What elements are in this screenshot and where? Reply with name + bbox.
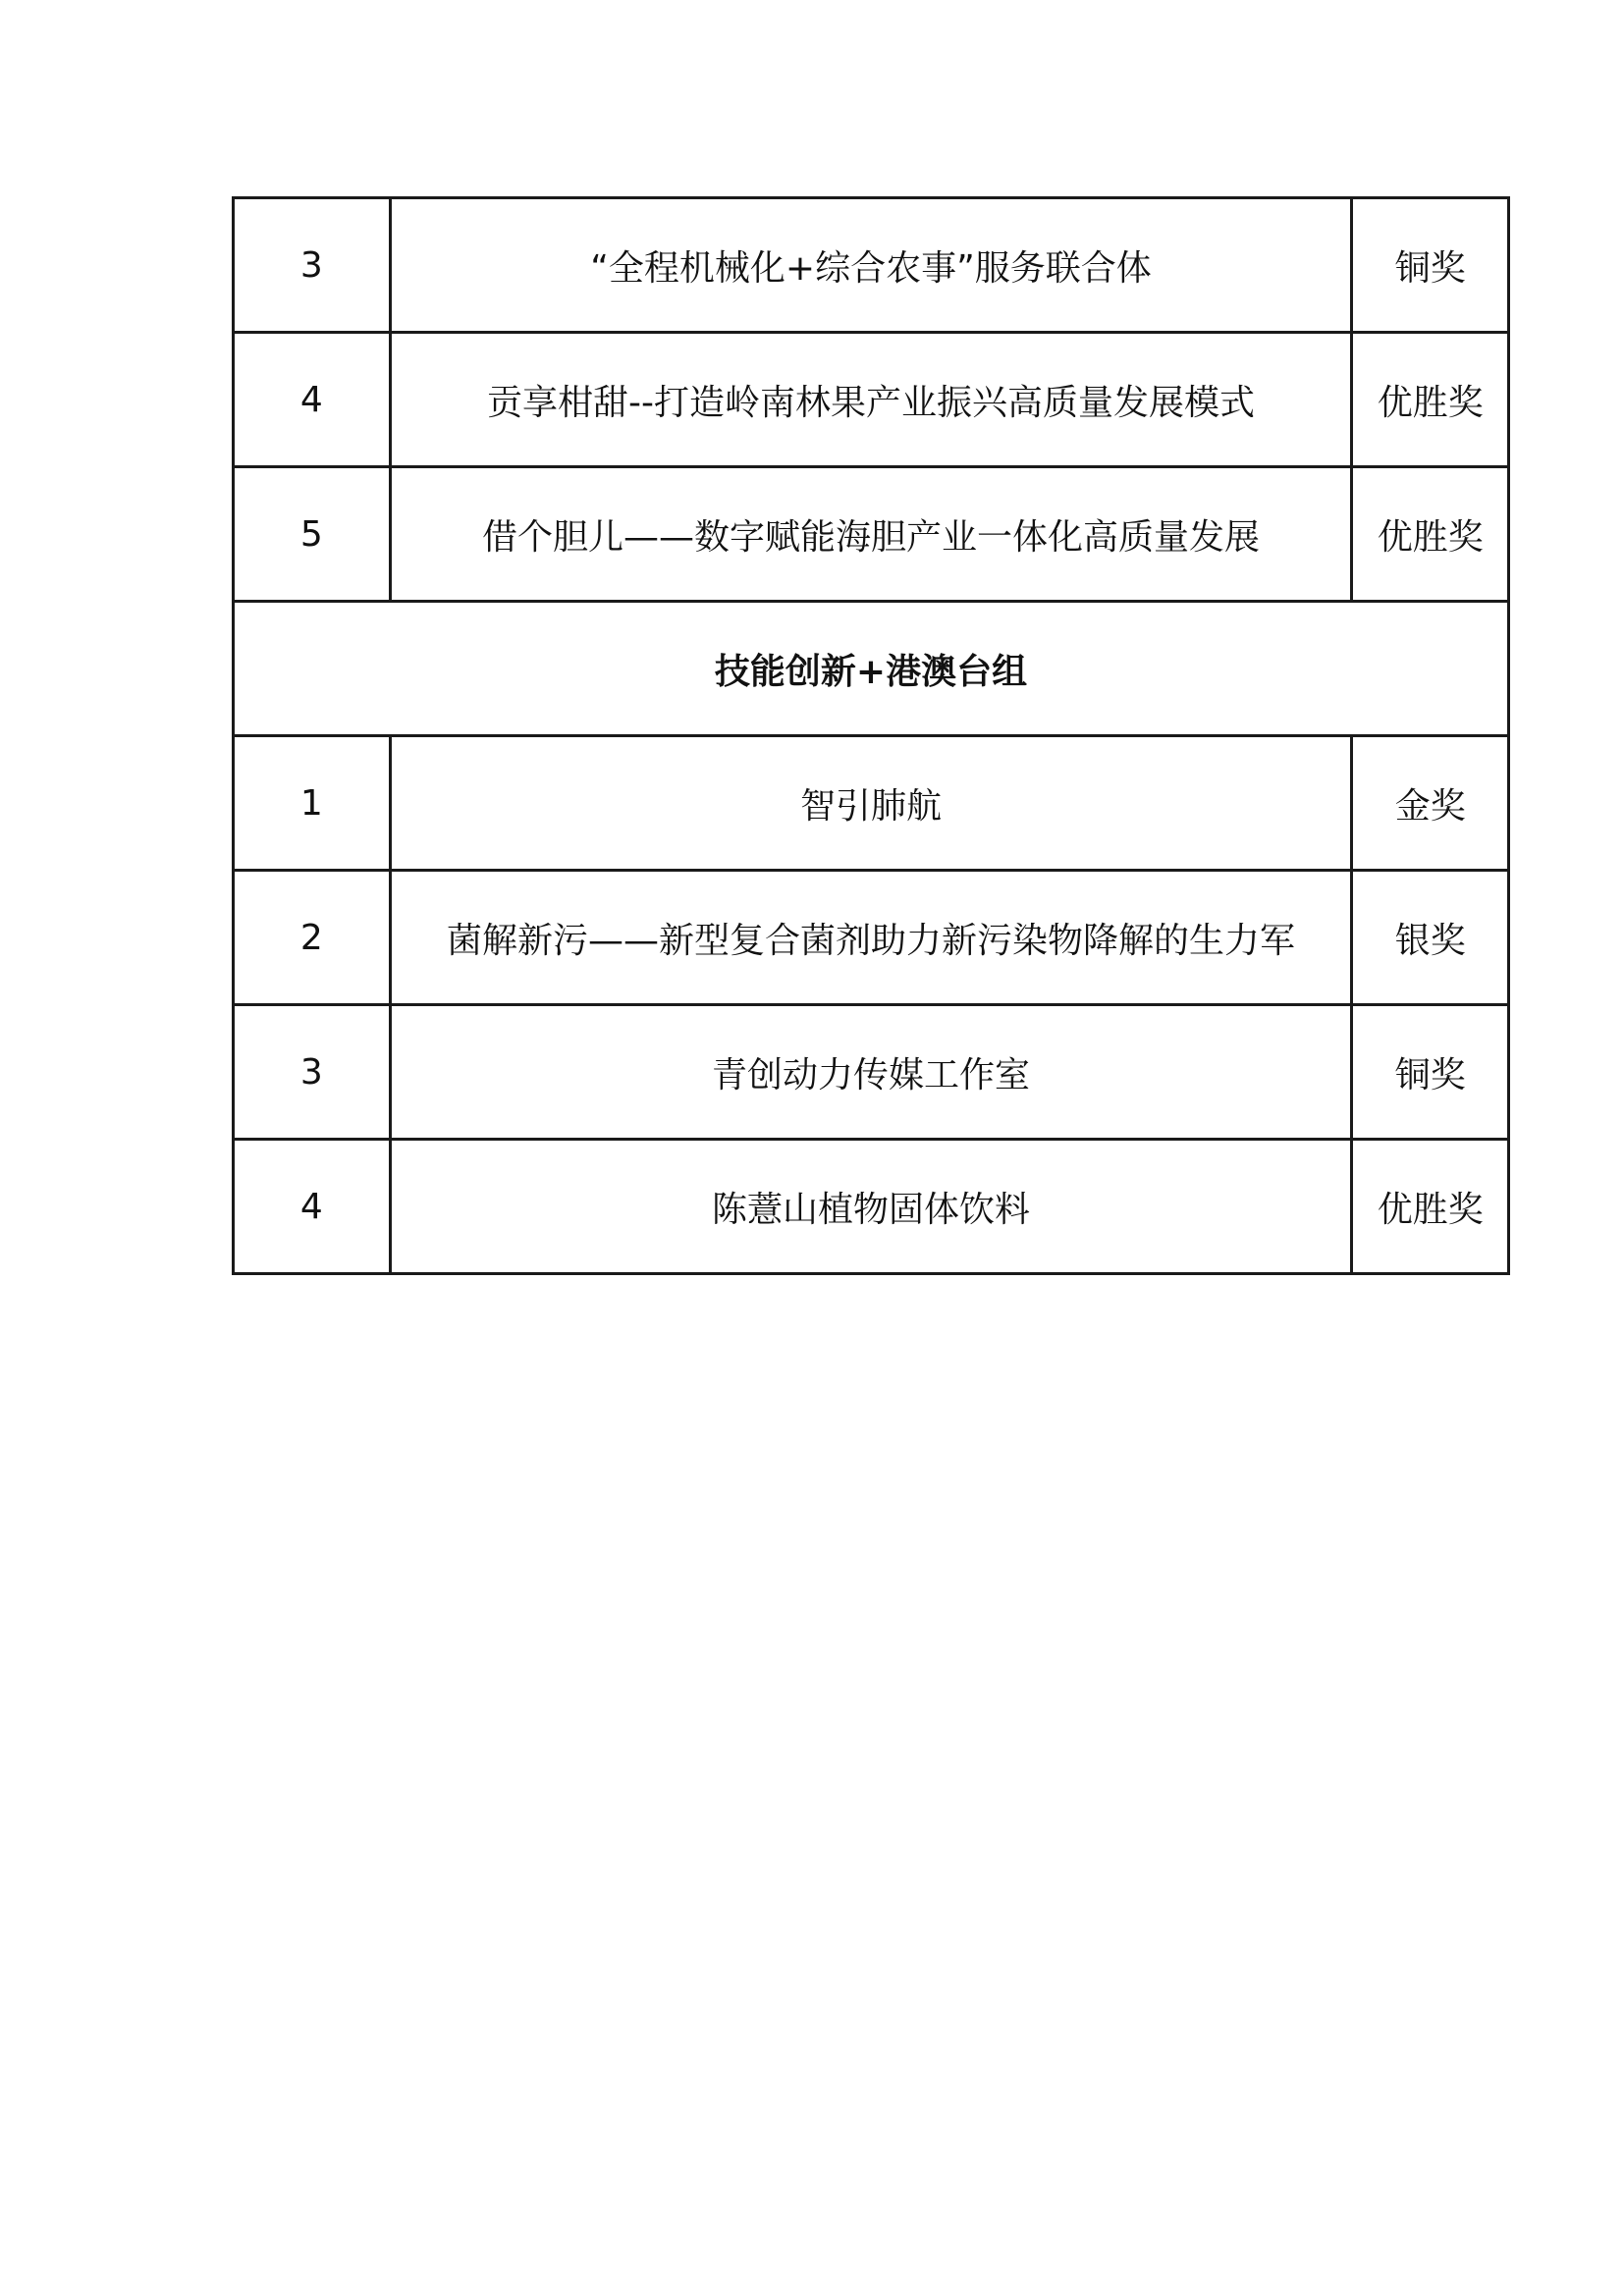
table-row (234, 1005, 1509, 1140)
award-level: 银奖 (1352, 871, 1509, 1005)
project-name: 智引肺航 (390, 736, 1352, 871)
project-name: 菌解新污——新型复合菌剂助力新污染物降解的生力军 (390, 871, 1352, 1005)
award-level: 铜奖 (1352, 1005, 1509, 1140)
row-number: 1 (234, 736, 391, 871)
section-header-row (234, 602, 1509, 736)
table-row (234, 871, 1509, 1005)
row-number: 4 (234, 333, 391, 467)
section-title: 技能创新+港澳台组 (234, 602, 1509, 736)
award-level: 优胜奖 (1352, 333, 1509, 467)
awards-table (232, 196, 1510, 1275)
table-row (234, 467, 1509, 602)
project-name: 贡享柑甜--打造岭南林果产业振兴高质量发展模式 (390, 333, 1352, 467)
award-level: 优胜奖 (1352, 467, 1509, 602)
table-row (234, 198, 1509, 333)
project-name: 青创动力传媒工作室 (390, 1005, 1352, 1140)
table-row (234, 736, 1509, 871)
row-number: 3 (234, 198, 391, 333)
project-name: 陈薏山植物固体饮料 (390, 1140, 1352, 1274)
award-level: 金奖 (1352, 736, 1509, 871)
row-number: 3 (234, 1005, 391, 1140)
award-level: 优胜奖 (1352, 1140, 1509, 1274)
project-name: “全程机械化+综合农事”服务联合体 (390, 198, 1352, 333)
row-number: 5 (234, 467, 391, 602)
table-row (234, 333, 1509, 467)
row-number: 2 (234, 871, 391, 1005)
row-number: 4 (234, 1140, 391, 1274)
project-name: 借个胆儿——数字赋能海胆产业一体化高质量发展 (390, 467, 1352, 602)
table-row (234, 1140, 1509, 1274)
award-level: 铜奖 (1352, 198, 1509, 333)
